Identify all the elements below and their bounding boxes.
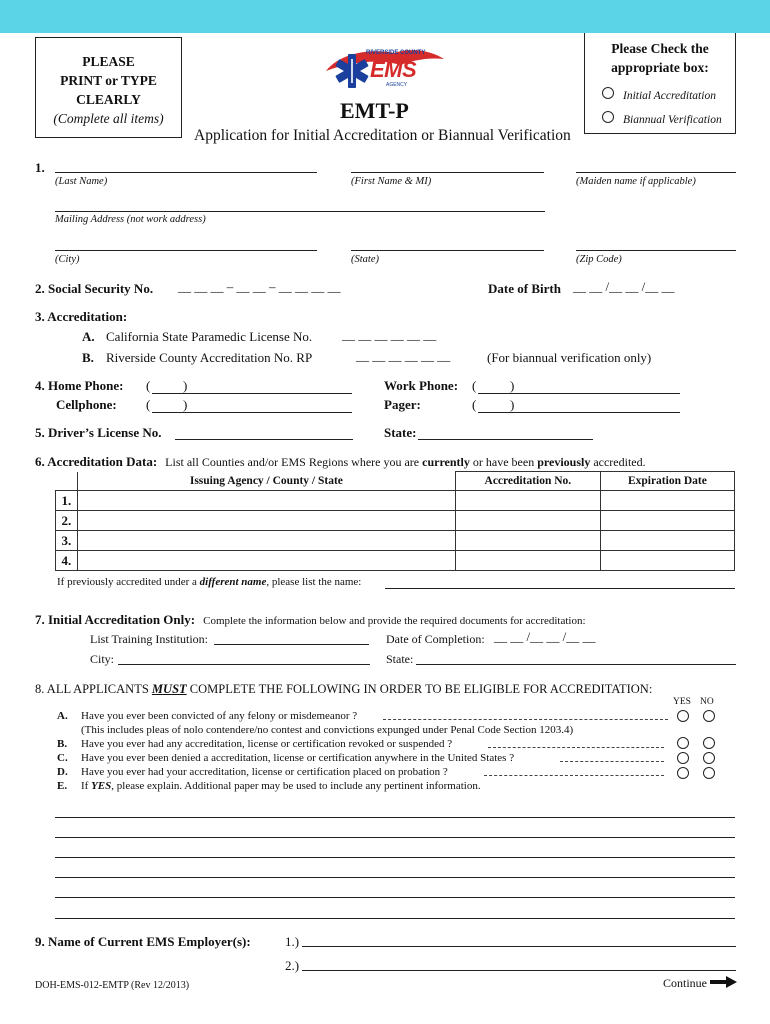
pager-field[interactable] xyxy=(478,412,680,413)
previous-name-field[interactable] xyxy=(385,588,735,589)
expiration-cell[interactable] xyxy=(600,551,734,571)
question-c-letter: C. xyxy=(57,752,68,764)
question-d-letter: D. xyxy=(57,766,68,778)
question-c-no-radio[interactable] xyxy=(703,752,715,764)
dob-field[interactable]: __ __ /__ __ /__ __ xyxy=(573,279,675,294)
ssn-label: 2. Social Security No. xyxy=(35,281,154,296)
question-a-no-radio[interactable] xyxy=(703,710,715,722)
section-3b-letter: B. xyxy=(82,350,94,365)
question-a-subtext: (This includes pleas of nolo contendere/no contest and convictions expunged under Penal Code Section 1203.4) xyxy=(81,724,574,736)
completion-date-label: Date of Completion: xyxy=(386,632,485,646)
work-open-paren: ( xyxy=(472,378,477,393)
agency-cell[interactable] xyxy=(77,511,455,531)
accreditation-table xyxy=(55,471,735,571)
question-c-yes-radio[interactable] xyxy=(677,752,689,764)
question-a-letter: A. xyxy=(57,710,68,722)
expiration-cell[interactable] xyxy=(600,511,734,531)
drivers-license-label: 5. Driver’s License No. xyxy=(35,425,162,440)
application-type-box xyxy=(584,33,736,134)
logo-main-text: EMS xyxy=(370,57,417,82)
state-field[interactable] xyxy=(351,250,544,251)
employer-1-number: 1.) xyxy=(285,934,300,949)
section-8-title-post: COMPLETE THE FOLLOWING IN ORDER TO BE ELIGIBLE FOR ACCREDITATION: xyxy=(186,682,653,696)
yes-header: YES xyxy=(673,697,691,707)
question-d-text: Have you ever had your accreditation, license or certification placed on probation ? xyxy=(81,766,448,778)
home-phone-label: 4. Home Phone: xyxy=(35,378,124,393)
employer-1-field[interactable] xyxy=(302,946,736,947)
question-b-letter: B. xyxy=(57,738,68,750)
last-name-caption: (Last Name) xyxy=(55,176,108,187)
previous-name-pre: If previously accredited under a xyxy=(57,576,200,588)
employer-2-field[interactable] xyxy=(302,970,736,971)
training-state-label: State: xyxy=(386,652,414,666)
county-accreditation-field[interactable]: __ __ __ __ __ __ xyxy=(356,348,451,363)
previous-name-label xyxy=(57,576,361,588)
form-id: DOH-EMS-012-EMTP (Rev 12/2013) xyxy=(35,980,190,991)
city-field[interactable] xyxy=(55,250,317,251)
section-7-title: 7. Initial Accreditation Only: xyxy=(35,612,196,627)
col-accreditation-no: Accreditation No. xyxy=(455,472,600,491)
row-number: 2. xyxy=(56,511,78,531)
ems-agency-logo xyxy=(322,43,447,93)
dl-state-label: State: xyxy=(384,425,417,440)
agency-cell[interactable] xyxy=(77,491,455,511)
table-row xyxy=(56,511,735,531)
no-header: NO xyxy=(700,697,714,707)
table-row xyxy=(56,491,735,511)
print-line-2: PRINT or TYPE xyxy=(60,73,157,88)
ssn-field[interactable]: __ __ __ – __ __ – __ __ __ __ xyxy=(178,279,341,294)
radio-icon[interactable] xyxy=(602,111,614,123)
zip-caption: (Zip Code) xyxy=(576,254,622,265)
cell-close-paren: ) xyxy=(183,397,188,412)
explanation-line[interactable] xyxy=(55,897,735,898)
state-license-label: California State Paramedic License No. xyxy=(106,329,313,344)
question-e-post: , please explain. Additional paper may be used to include any pertinent information. xyxy=(111,780,481,792)
row-number: 4. xyxy=(56,551,78,571)
section-6-title: 6. Accreditation Data: xyxy=(35,454,158,469)
explanation-line[interactable] xyxy=(55,877,735,878)
employer-2-number: 2.) xyxy=(285,958,300,973)
agency-cell[interactable] xyxy=(77,531,455,551)
print-line-3: CLEARLY xyxy=(76,92,141,107)
training-city-field[interactable] xyxy=(118,664,370,665)
print-line-1: PLEASE xyxy=(82,54,135,69)
question-c-text: Have you ever been denied a accreditation, license or certification anywhere in the United States ? xyxy=(81,752,515,764)
section-8-must: MUST xyxy=(151,682,187,696)
arrow-right-icon xyxy=(710,976,737,988)
previous-name-emphasis: different name xyxy=(199,576,267,588)
check-title-line-2: appropriate box: xyxy=(611,60,709,75)
explanation-line[interactable] xyxy=(55,817,735,818)
home-open-paren: ( xyxy=(146,378,151,393)
top-color-bar xyxy=(0,0,770,33)
question-b-leader xyxy=(488,747,664,748)
cellphone-field[interactable] xyxy=(152,412,352,413)
question-d-yes-radio[interactable] xyxy=(677,767,689,779)
training-city-label: City: xyxy=(90,652,115,666)
question-b-text: Have you ever had any accreditation, license or certification revoked or suspended ? xyxy=(81,738,453,750)
section-3-title: 3. Accreditation: xyxy=(35,309,128,324)
section-6-previously: previously xyxy=(537,455,591,469)
col-expiration-date: Expiration Date xyxy=(600,472,734,491)
question-d-no-radio[interactable] xyxy=(703,767,715,779)
table-header-row xyxy=(56,472,735,491)
form-subtitle: Application for Initial Accreditation or Biannual Verification xyxy=(194,127,571,144)
section-7-heading xyxy=(35,611,586,629)
maiden-name-field[interactable] xyxy=(576,172,736,173)
col-issuing-agency: Issuing Agency / County / State xyxy=(77,472,455,491)
initial-accreditation-label: Initial Accreditation xyxy=(623,90,716,102)
biannual-verification-label: Biannual Verification xyxy=(623,114,722,126)
dl-state-field[interactable] xyxy=(418,439,593,440)
state-caption: (State) xyxy=(351,254,379,265)
section-6-heading xyxy=(35,453,646,471)
home-phone-field[interactable] xyxy=(152,393,352,394)
training-institution-label: List Training Institution: xyxy=(90,632,209,646)
first-name-caption: (First Name & MI) xyxy=(351,176,432,187)
section-3a-letter: A. xyxy=(82,329,95,344)
question-e-yes: YES xyxy=(91,780,112,792)
radio-icon[interactable] xyxy=(602,87,614,99)
row-number: 1. xyxy=(56,491,78,511)
mailing-address-caption: Mailing Address (not work address) xyxy=(55,214,206,225)
county-accreditation-label: Riverside County Accreditation No. RP xyxy=(106,350,313,365)
question-e-letter: E. xyxy=(57,780,68,792)
state-license-field[interactable]: __ __ __ __ __ __ xyxy=(342,327,437,342)
explanation-line[interactable] xyxy=(55,837,735,838)
explanation-line[interactable] xyxy=(55,857,735,858)
expiration-cell[interactable] xyxy=(600,491,734,511)
pager-label: Pager: xyxy=(384,397,421,412)
question-a-yes-radio[interactable] xyxy=(677,710,689,722)
cell-open-paren: ( xyxy=(146,397,151,412)
maiden-name-caption: (Maiden name if applicable) xyxy=(576,176,696,187)
question-a-text: Have you ever been convicted of any felony or misdemeanor ? xyxy=(81,710,358,722)
section-7-instruction: Complete the information below and provide the required documents for accreditation: xyxy=(203,615,586,627)
last-name-field[interactable] xyxy=(55,172,317,173)
print-note: (Complete all items) xyxy=(53,111,164,126)
continue-label: Continue xyxy=(663,976,707,990)
question-b-yes-radio[interactable] xyxy=(677,737,689,749)
row-number: 3. xyxy=(56,531,78,551)
accreditation-no-cell[interactable] xyxy=(455,511,600,531)
accreditation-no-cell[interactable] xyxy=(455,551,600,571)
cellphone-label: Cellphone: xyxy=(56,397,117,412)
accreditation-no-cell[interactable] xyxy=(455,491,600,511)
completion-date-field[interactable]: __ __ /__ __ /__ __ xyxy=(494,629,596,644)
work-phone-field[interactable] xyxy=(478,393,680,394)
continue-indicator xyxy=(663,976,737,991)
table-row xyxy=(56,531,735,551)
logo-top-text: RIVERSIDE COUNTY xyxy=(366,50,426,56)
biannual-note: (For biannual verification only) xyxy=(487,350,652,365)
section-6-instruction-post: accredited. xyxy=(590,455,646,469)
check-title-line-1: Please Check the xyxy=(611,41,709,56)
section-6-instruction-pre: List all Counties and/or EMS Regions where you are xyxy=(165,455,423,469)
first-name-field[interactable] xyxy=(351,172,544,173)
pager-close-paren: ) xyxy=(510,397,515,412)
print-instructions-box xyxy=(35,37,182,138)
question-e-pre: If xyxy=(81,780,92,792)
biannual-verification-option[interactable] xyxy=(602,110,722,128)
home-close-paren: ) xyxy=(183,378,188,393)
work-phone-label: Work Phone: xyxy=(384,378,459,393)
question-d-leader xyxy=(484,775,664,776)
explanation-line[interactable] xyxy=(55,918,735,919)
dob-label: Date of Birth xyxy=(488,281,561,296)
section-6-currently: currently xyxy=(422,455,470,469)
agency-cell[interactable] xyxy=(77,551,455,571)
question-b-no-radio[interactable] xyxy=(703,737,715,749)
section-8-heading xyxy=(35,682,652,697)
expiration-cell[interactable] xyxy=(600,531,734,551)
section-1-number: 1. xyxy=(35,160,45,175)
question-e-text xyxy=(81,780,481,792)
zip-field[interactable] xyxy=(576,250,736,251)
pager-open-paren: ( xyxy=(472,397,477,412)
section-8-title-pre: 8. ALL APPLICANTS xyxy=(35,682,152,696)
table-row xyxy=(56,551,735,571)
question-c-leader xyxy=(560,761,664,762)
accreditation-no-cell[interactable] xyxy=(455,531,600,551)
section-9-title: 9. Name of Current EMS Employer(s): xyxy=(35,934,251,949)
previous-name-post: , please list the name: xyxy=(266,576,362,588)
work-close-paren: ) xyxy=(510,378,515,393)
section-6-instruction-mid: or have been xyxy=(469,455,538,469)
city-caption: (City) xyxy=(55,254,80,265)
training-institution-field[interactable] xyxy=(214,644,369,645)
initial-accreditation-option[interactable] xyxy=(602,86,716,104)
logo-bottom-text: AGENCY xyxy=(386,82,408,88)
mailing-address-field[interactable] xyxy=(55,211,545,212)
training-state-field[interactable] xyxy=(416,664,736,665)
drivers-license-field[interactable] xyxy=(175,439,353,440)
form-title: EMT-P xyxy=(340,98,409,123)
question-a-leader xyxy=(383,719,668,720)
